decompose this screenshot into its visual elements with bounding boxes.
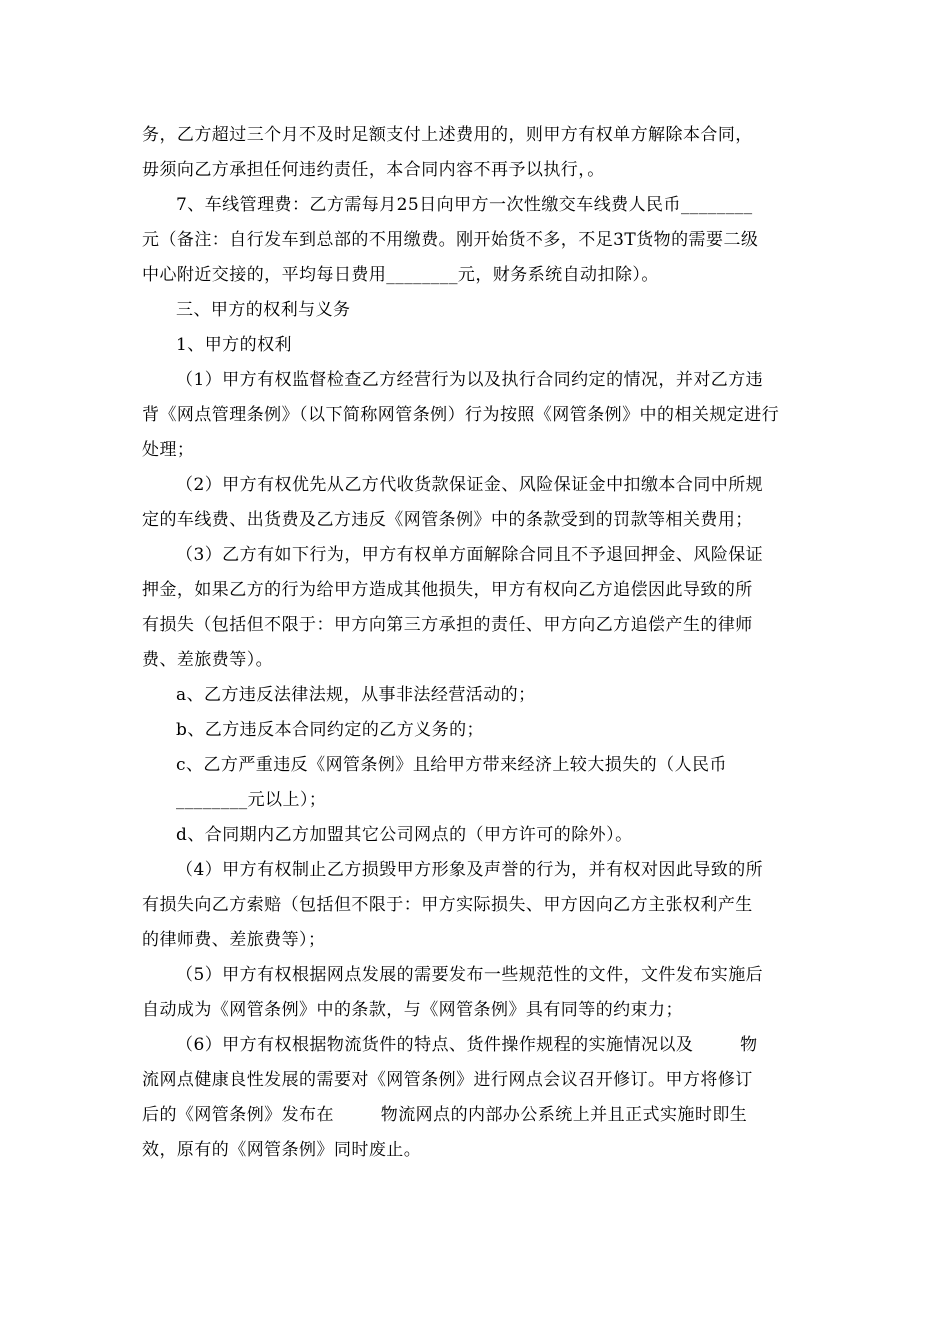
text-line: 流网点健康良性发展的需要对《网管条例》进行网点会议召开修订。甲方将修订 [142,1070,753,1090]
text-line: 有损失（包括但不限于：甲方向第三方承担的责任、甲方向乙方追偿产生的律师 [142,615,753,635]
section-heading: 三、甲方的权利与义务 [176,300,351,320]
list-item: d、合同期内乙方加盟其它公司网点的（甲方许可的除外）。 [176,825,633,845]
text-line: 毋须向乙方承担任何违约责任，本合同内容不再予以执行，。 [142,160,605,180]
text-line: 自动成为《网管条例》中的条款，与《网管条例》具有同等的约束力； [142,1000,683,1020]
list-item: a、乙方违反法律法规，从事非法经营活动的； [176,685,536,705]
text-line: 7、车线管理费：乙方需每月25日向甲方一次性缴交车线费人民币________ [176,195,753,215]
text-line: （5）甲方有权根据网点发展的需要发布一些规范性的文件，文件发布实施后 [176,965,764,985]
text-line: 押金，如果乙方的行为给甲方造成其他损失，甲方有权向乙方追偿因此导致的所 [142,580,753,600]
text-line: （6）甲方有权根据物流货件的特点、货件操作规程的实施情况以及 物 [176,1035,758,1055]
text-line: 的律师费、差旅费等）； [142,930,326,950]
text-line: 背《网点管理条例》（以下简称网管条例）行为按照《网管条例》中的相关规定进行 [142,405,780,425]
text-line: （1）甲方有权监督检查乙方经营行为以及执行合同约定的情况，并对乙方违 [176,370,764,390]
subsection-heading: 1、甲方的权利 [176,335,292,355]
list-item: c、乙方严重违反《网管条例》且给甲方带来经济上较大损失的（人民币 [176,755,727,775]
text-line: 效，原有的《网管条例》同时废止。 [142,1140,422,1160]
text-line: 费、差旅费等）。 [142,650,274,670]
text-line: 中心附近交接的，平均每日费用________元，财务系统自动扣除）。 [142,265,659,285]
text-line: （3）乙方有如下行为，甲方有权单方面解除合同且不予退回押金、风险保证 [176,545,764,565]
text-line: （4）甲方有权制止乙方损毁甲方形象及声誉的行为，并有权对因此导致的所 [176,860,764,880]
text-line: 有损失向乙方索赔（包括但不限于：甲方实际损失、甲方因向乙方主张权利产生 [142,895,753,915]
text-line: 元（备注：自行发车到总部的不用缴费。刚开始货不多，不足3T货物的需要二级 [142,230,759,250]
list-item: b、乙方违反本合同约定的乙方义务的； [176,720,484,740]
text-line: 定的车线费、出货费及乙方违反《网管条例》中的条款受到的罚款等相关费用； [142,510,753,530]
list-item-continuation: ________元以上）； [176,790,327,810]
text-line: 处理； [142,440,195,460]
text-line: 后的《网管条例》发布在 物流网点的内部办公系统上并且正式实施时即生 [142,1105,748,1125]
text-line: 务，乙方超过三个月不及时足额支付上述费用的，则甲方有权单方解除本合同， [142,125,753,145]
document-page [142,118,810,1168]
text-line: （2）甲方有权优先从乙方代收货款保证金、风险保证金中扣缴本合同中所规 [176,475,764,495]
